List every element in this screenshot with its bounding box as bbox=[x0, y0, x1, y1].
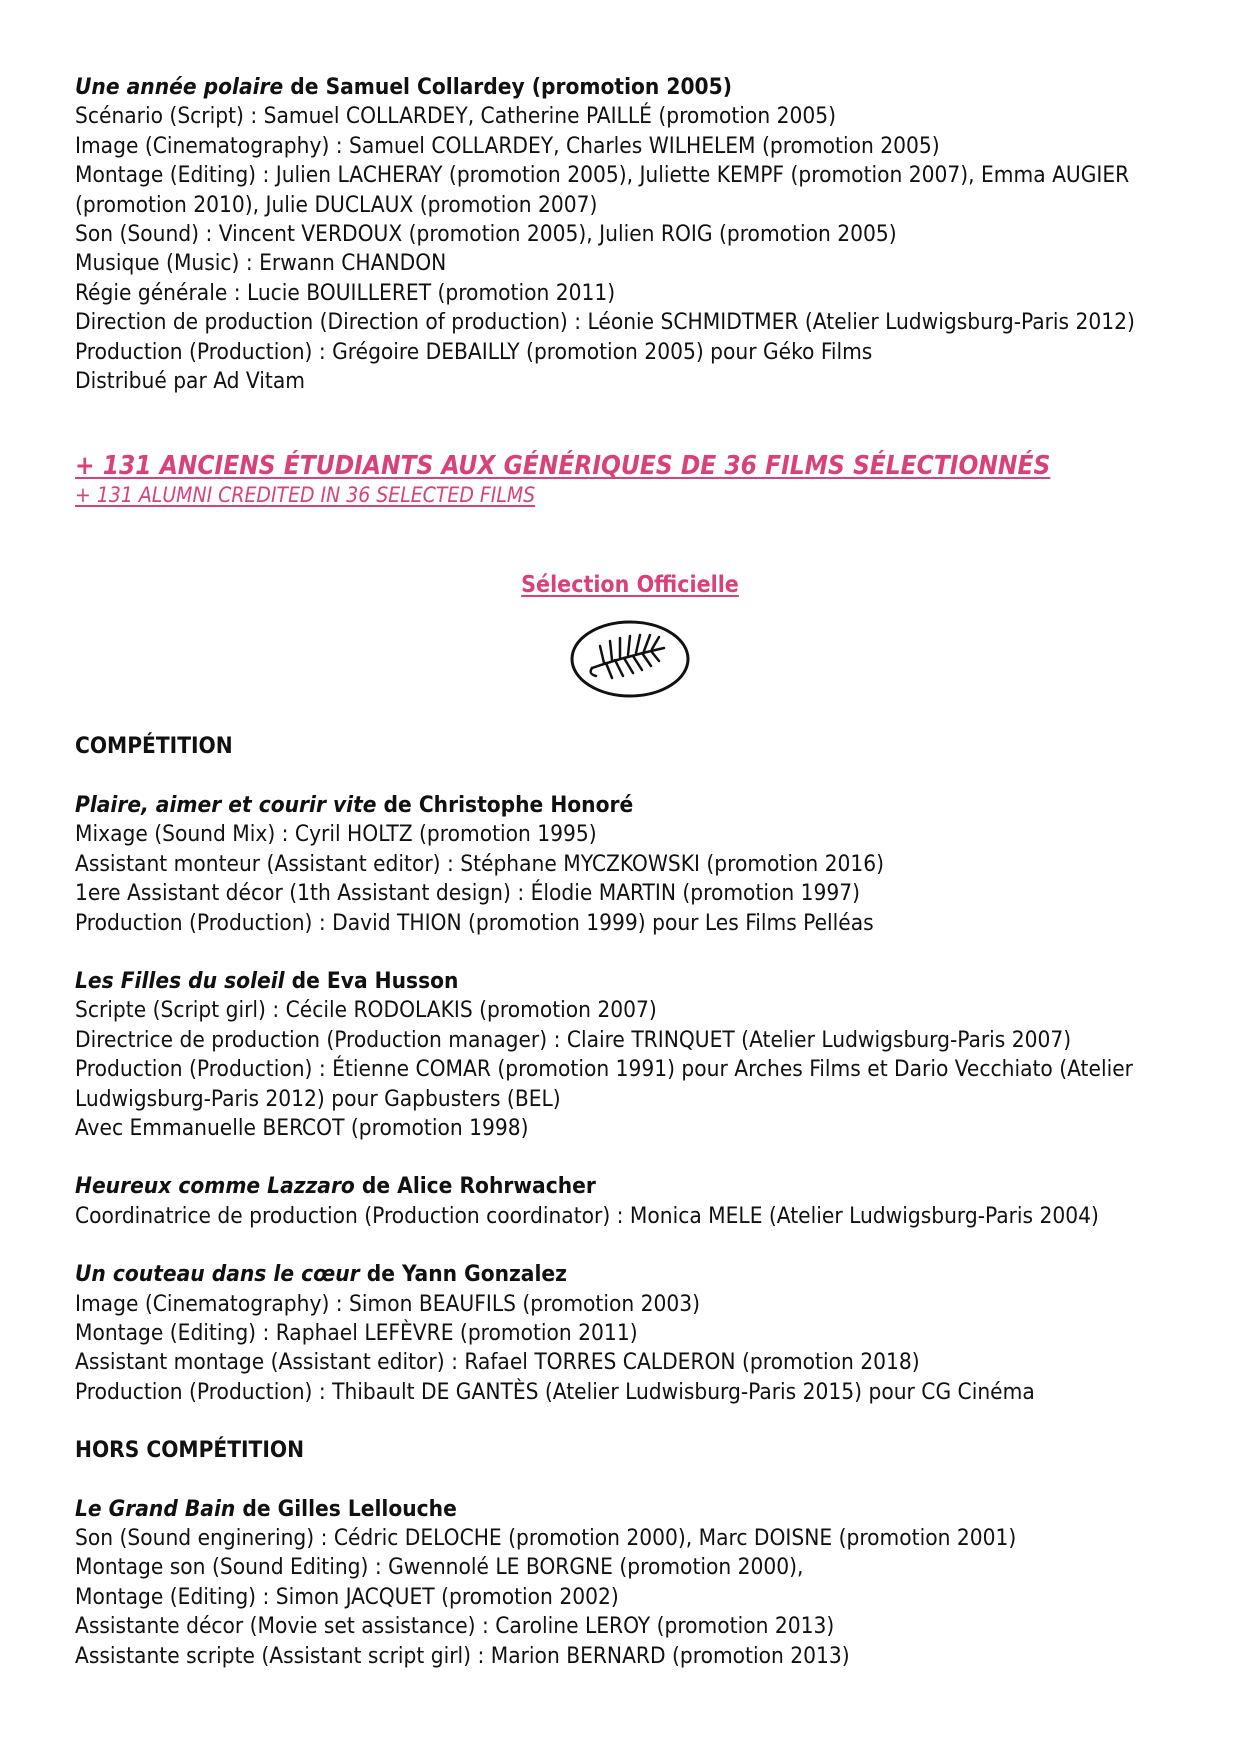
credit-line: Production (Production) : Thibault DE GANTÈS (Atelier Ludwisburg-Paris 2015) pour CG Cinéma bbox=[75, 1378, 1035, 1405]
credit-line: Assistant monteur (Assistant editor) : Stéphane MYCZKOWSKI (promotion 2016) bbox=[75, 850, 885, 877]
film-title: Une année polaire de Samuel Collardey (promotion 2005) bbox=[75, 74, 732, 100]
credit-line: Image (Cinematography) : Samuel COLLARDEY, Charles WILHELEM (promotion 2005) bbox=[75, 132, 940, 159]
credit-line: Avec Emmanuelle BERCOT (promotion 1998) bbox=[75, 1114, 529, 1141]
credit-line: Son (Sound) : Vincent VERDOUX (promotion 2005), Julien ROIG (promotion 2005) bbox=[75, 221, 897, 248]
credit-line: Image (Cinematography) : Simon BEAUFILS (promotion 2003) bbox=[75, 1290, 701, 1317]
film-title: Le Grand Bain de Gilles Lellouche bbox=[75, 1495, 457, 1522]
credit-line: Direction de production (Direction of production) : Léonie SCHMIDTMER (Atelier Ludwigsburg-Paris 2012) bbox=[75, 309, 1135, 336]
credit-line: Son (Sound enginering) : Cédric DELOCHE (promotion 2000), Marc DOISNE (promotion 2001) bbox=[75, 1525, 1017, 1551]
credit-line: Production (Production) : Grégoire DEBAILLY (promotion 2005) pour Géko Films bbox=[75, 338, 873, 365]
logo-container bbox=[75, 618, 1185, 700]
credit-line: Montage (Editing) : Julien LACHERAY (promotion 2005), Juliette KEMPF (promotion 2007), Emma AUGIER (promotion 2010), Julie DUCLAUX (promotion 2007) bbox=[75, 162, 1130, 218]
palme-dor-icon bbox=[570, 618, 690, 700]
credit-line: Directrice de production (Production manager) : Claire TRINQUET (Atelier Ludwigsburg-Paris 2007) bbox=[75, 1026, 1072, 1053]
selection-title: Sélection Officielle bbox=[521, 572, 739, 599]
credit-line: Coordinatrice de production (Production coordinator) : Monica MELE (Atelier Ludwigsburg-Paris 2004) bbox=[75, 1202, 1099, 1229]
film-title: Les Filles du soleil de Eva Husson bbox=[75, 967, 459, 994]
headline-en: + 131 ALUMNI CREDITED IN 36 SELECTED FILMS bbox=[75, 483, 536, 508]
credit-line: Production (Production) : David THION (promotion 1999) pour Les Films Pelléas bbox=[75, 909, 874, 936]
document-page bbox=[75, 73, 1185, 1671]
credit-line: Scripte (Script girl) : Cécile RODOLAKIS (promotion 2007) bbox=[75, 997, 657, 1024]
headline-fr: + 131 ANCIENS ÉTUDIANTS AUX GÉNÉRIQUES DE 36 FILMS SÉLECTIONNÉS bbox=[75, 451, 1051, 482]
credit-line: Montage son (Sound Editing) : Gwennolé LE BORGNE (promotion 2000), bbox=[75, 1554, 804, 1581]
credit-line: 1ere Assistant décor (1th Assistant design) : Élodie MARTIN (promotion 1997) bbox=[75, 880, 861, 907]
credit-line: Distribué par Ad Vitam bbox=[75, 368, 305, 395]
credit-line: Régie générale : Lucie BOUILLERET (promotion 2011) bbox=[75, 279, 616, 306]
credit-line: Mixage (Sound Mix) : Cyril HOLTZ (promotion 1995) bbox=[75, 821, 597, 848]
credit-line: Production (Production) : Étienne COMAR (promotion 1991) pour Arches Films et Dario Vecchiato (Atelier Ludwigsburg-Paris 2012) pour Gapbusters (BEL) bbox=[75, 1056, 1133, 1112]
film-title: Heureux comme Lazzaro de Alice Rohrwacher bbox=[75, 1173, 596, 1200]
section-heading-hors-competition: HORS COMPÉTITION bbox=[75, 1437, 305, 1464]
credit-line: Montage (Editing) : Raphael LEFÈVRE (promotion 2011) bbox=[75, 1319, 638, 1346]
film-title: Plaire, aimer et courir vite de Christophe Honoré bbox=[75, 791, 634, 818]
section-heading-competition: COMPÉTITION bbox=[75, 733, 233, 760]
credit-line: Assistante décor (Movie set assistance) : Caroline LEROY (promotion 2013) bbox=[75, 1613, 835, 1640]
credit-line: Assistant montage (Assistant editor) : Rafael TORRES CALDERON (promotion 2018) bbox=[75, 1349, 920, 1376]
credit-line: Montage (Editing) : Simon JACQUET (promotion 2002) bbox=[75, 1583, 619, 1610]
credit-line: Assistante scripte (Assistant script girl) : Marion BERNARD (promotion 2013) bbox=[75, 1642, 850, 1669]
credit-line: Scénario (Script) : Samuel COLLARDEY, Catherine PAILLÉ (promotion 2005) bbox=[75, 103, 836, 130]
credit-line: Musique (Music) : Erwann CHANDON bbox=[75, 250, 447, 277]
film-title: Un couteau dans le cœur de Yann Gonzalez bbox=[75, 1261, 567, 1288]
